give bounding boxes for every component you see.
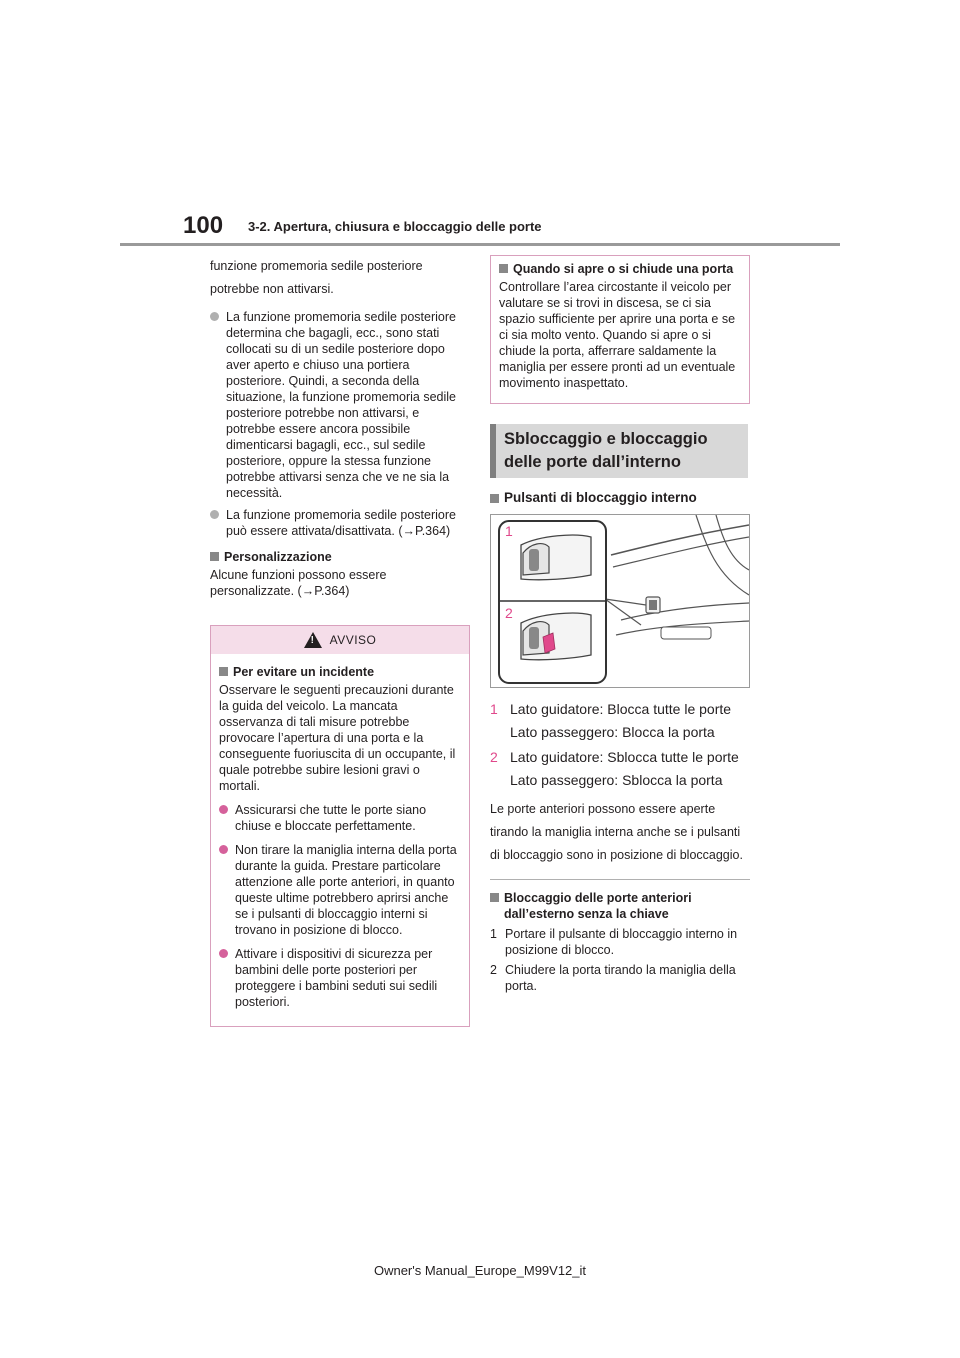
lock-outside-heading: Bloccaggio delle porte anteriori dall’esterno senza la chiave	[490, 890, 752, 922]
door-lock-illustration	[491, 515, 749, 687]
warning-heading: Per evitare un incidente	[219, 664, 460, 680]
bullet-dot-icon	[219, 949, 228, 958]
list-item: La funzione promemoria sedile posteriore può essere attivata/disattivata. (→P.364)	[210, 507, 470, 539]
square-bullet-icon	[499, 264, 508, 273]
list-item: Assicurarsi che tutte le porte siano chiuse e bloccate perfettamente.	[219, 802, 460, 834]
bullet-dot-icon	[219, 805, 228, 814]
warning-box	[210, 625, 470, 1027]
bullet-dot-icon	[210, 510, 219, 519]
bullet-dot-icon	[219, 845, 228, 854]
chapter-title: 3-2. Apertura, chiusura e bloccaggio delle porte	[248, 219, 542, 234]
warning-text: Osservare le seguenti precauzioni durante la guida del veicolo. La mancata osservanza di tali misure potrebbe provocare l’apertura di una porta e la conseguente fuoriuscita di un occupante, il quale potrebbe subire lesioni gravi o mortali.	[219, 683, 456, 793]
warning-title: AVVISO	[329, 633, 377, 647]
custom-text: Alcune funzioni possono essere personalizzate. (→P.364)	[210, 568, 387, 598]
footer: Owner's Manual_Europe_M99V12_it	[373, 1263, 587, 1278]
step-item: 2 Lato guidatore: Sblocca tutte le porte Lato passeggero: Sblocca la porta	[490, 749, 739, 788]
square-bullet-icon	[490, 893, 499, 902]
figure-label-2: 2	[505, 605, 513, 621]
square-bullet-icon	[219, 667, 228, 676]
warning-triangle-icon: !	[304, 632, 322, 648]
door-lock-figure	[490, 514, 750, 688]
step-item: 1 Lato guidatore: Blocca tutte le porte Lato passeggero: Blocca la porta	[490, 701, 732, 740]
step-item: 1 Portare il pulsante di bloccaggio interno in posizione di blocco.	[490, 927, 738, 957]
header-rule	[120, 243, 840, 246]
step-item: 2 Chiudere la porta tirando la maniglia della porta.	[490, 963, 736, 993]
list-item: La funzione promemoria sedile posteriore determina che bagagli, ecc., sono stati collocati su di un sedile posteriore dopo aver aperto e chiuso una portiera posteriore. Quindi, a seconda della situazione, la funzione promemoria sedile posteriore potrebbe non attivarsi, e potrebbe essere ancora possibile dimenticarsi bagagli, ecc., sul sedile posteriore, oppure la stessa funzione potrebbe attivarsi senza che ve ne sia la necessità.	[210, 309, 470, 501]
note-text: Controllare l’area circostante il veicolo per valutare se si trovi in discesa, se ci sia spazio sufficiente per aprire una porta e se ci sia molto vento. Quando si apre o si chiude la porta, afferrare saldamente la maniglia per essere pronti ad un eventuale movimento inaspettato.	[499, 280, 736, 390]
square-bullet-icon	[210, 552, 219, 561]
note-box	[490, 255, 750, 404]
note-heading: Quando si apre o si chiude una porta	[499, 261, 739, 277]
page-number: 100	[183, 212, 224, 239]
square-bullet-icon	[490, 494, 499, 503]
intro-line: funzione promemoria sedile posteriore	[210, 259, 423, 273]
list-item: Non tirare la maniglia interna della porta durante la guida. Prestare particolare attenzione alle porte anteriori, in quanto queste ultime potrebbero aprirsi anche se i pulsanti di bloccaggio interni si trovano in posizione di blocco.	[219, 842, 460, 938]
warning-header	[211, 626, 469, 654]
divider	[490, 879, 750, 880]
figure-label-1: 1	[505, 523, 513, 539]
buttons-heading: Pulsanti di bloccaggio interno	[490, 490, 752, 506]
intro-line: potrebbe non attivarsi.	[210, 282, 334, 296]
left-column	[210, 255, 470, 1027]
list-item: Attivare i dispositivi di sicurezza per bambini delle porte posteriori per proteggere i bambini seduti sui sedili posteriori.	[219, 946, 460, 1010]
right-column	[490, 255, 752, 996]
bullet-dot-icon	[210, 312, 219, 321]
custom-heading: Personalizzazione	[210, 549, 470, 565]
section-title: Sbloccaggio e bloccaggio delle porte dall’interno	[490, 424, 748, 478]
front-doors-text: Le porte anteriori possono essere aperte tirando la maniglia interna anche se i pulsanti di bloccaggio sono in posizione di bloccaggio.	[490, 802, 743, 862]
